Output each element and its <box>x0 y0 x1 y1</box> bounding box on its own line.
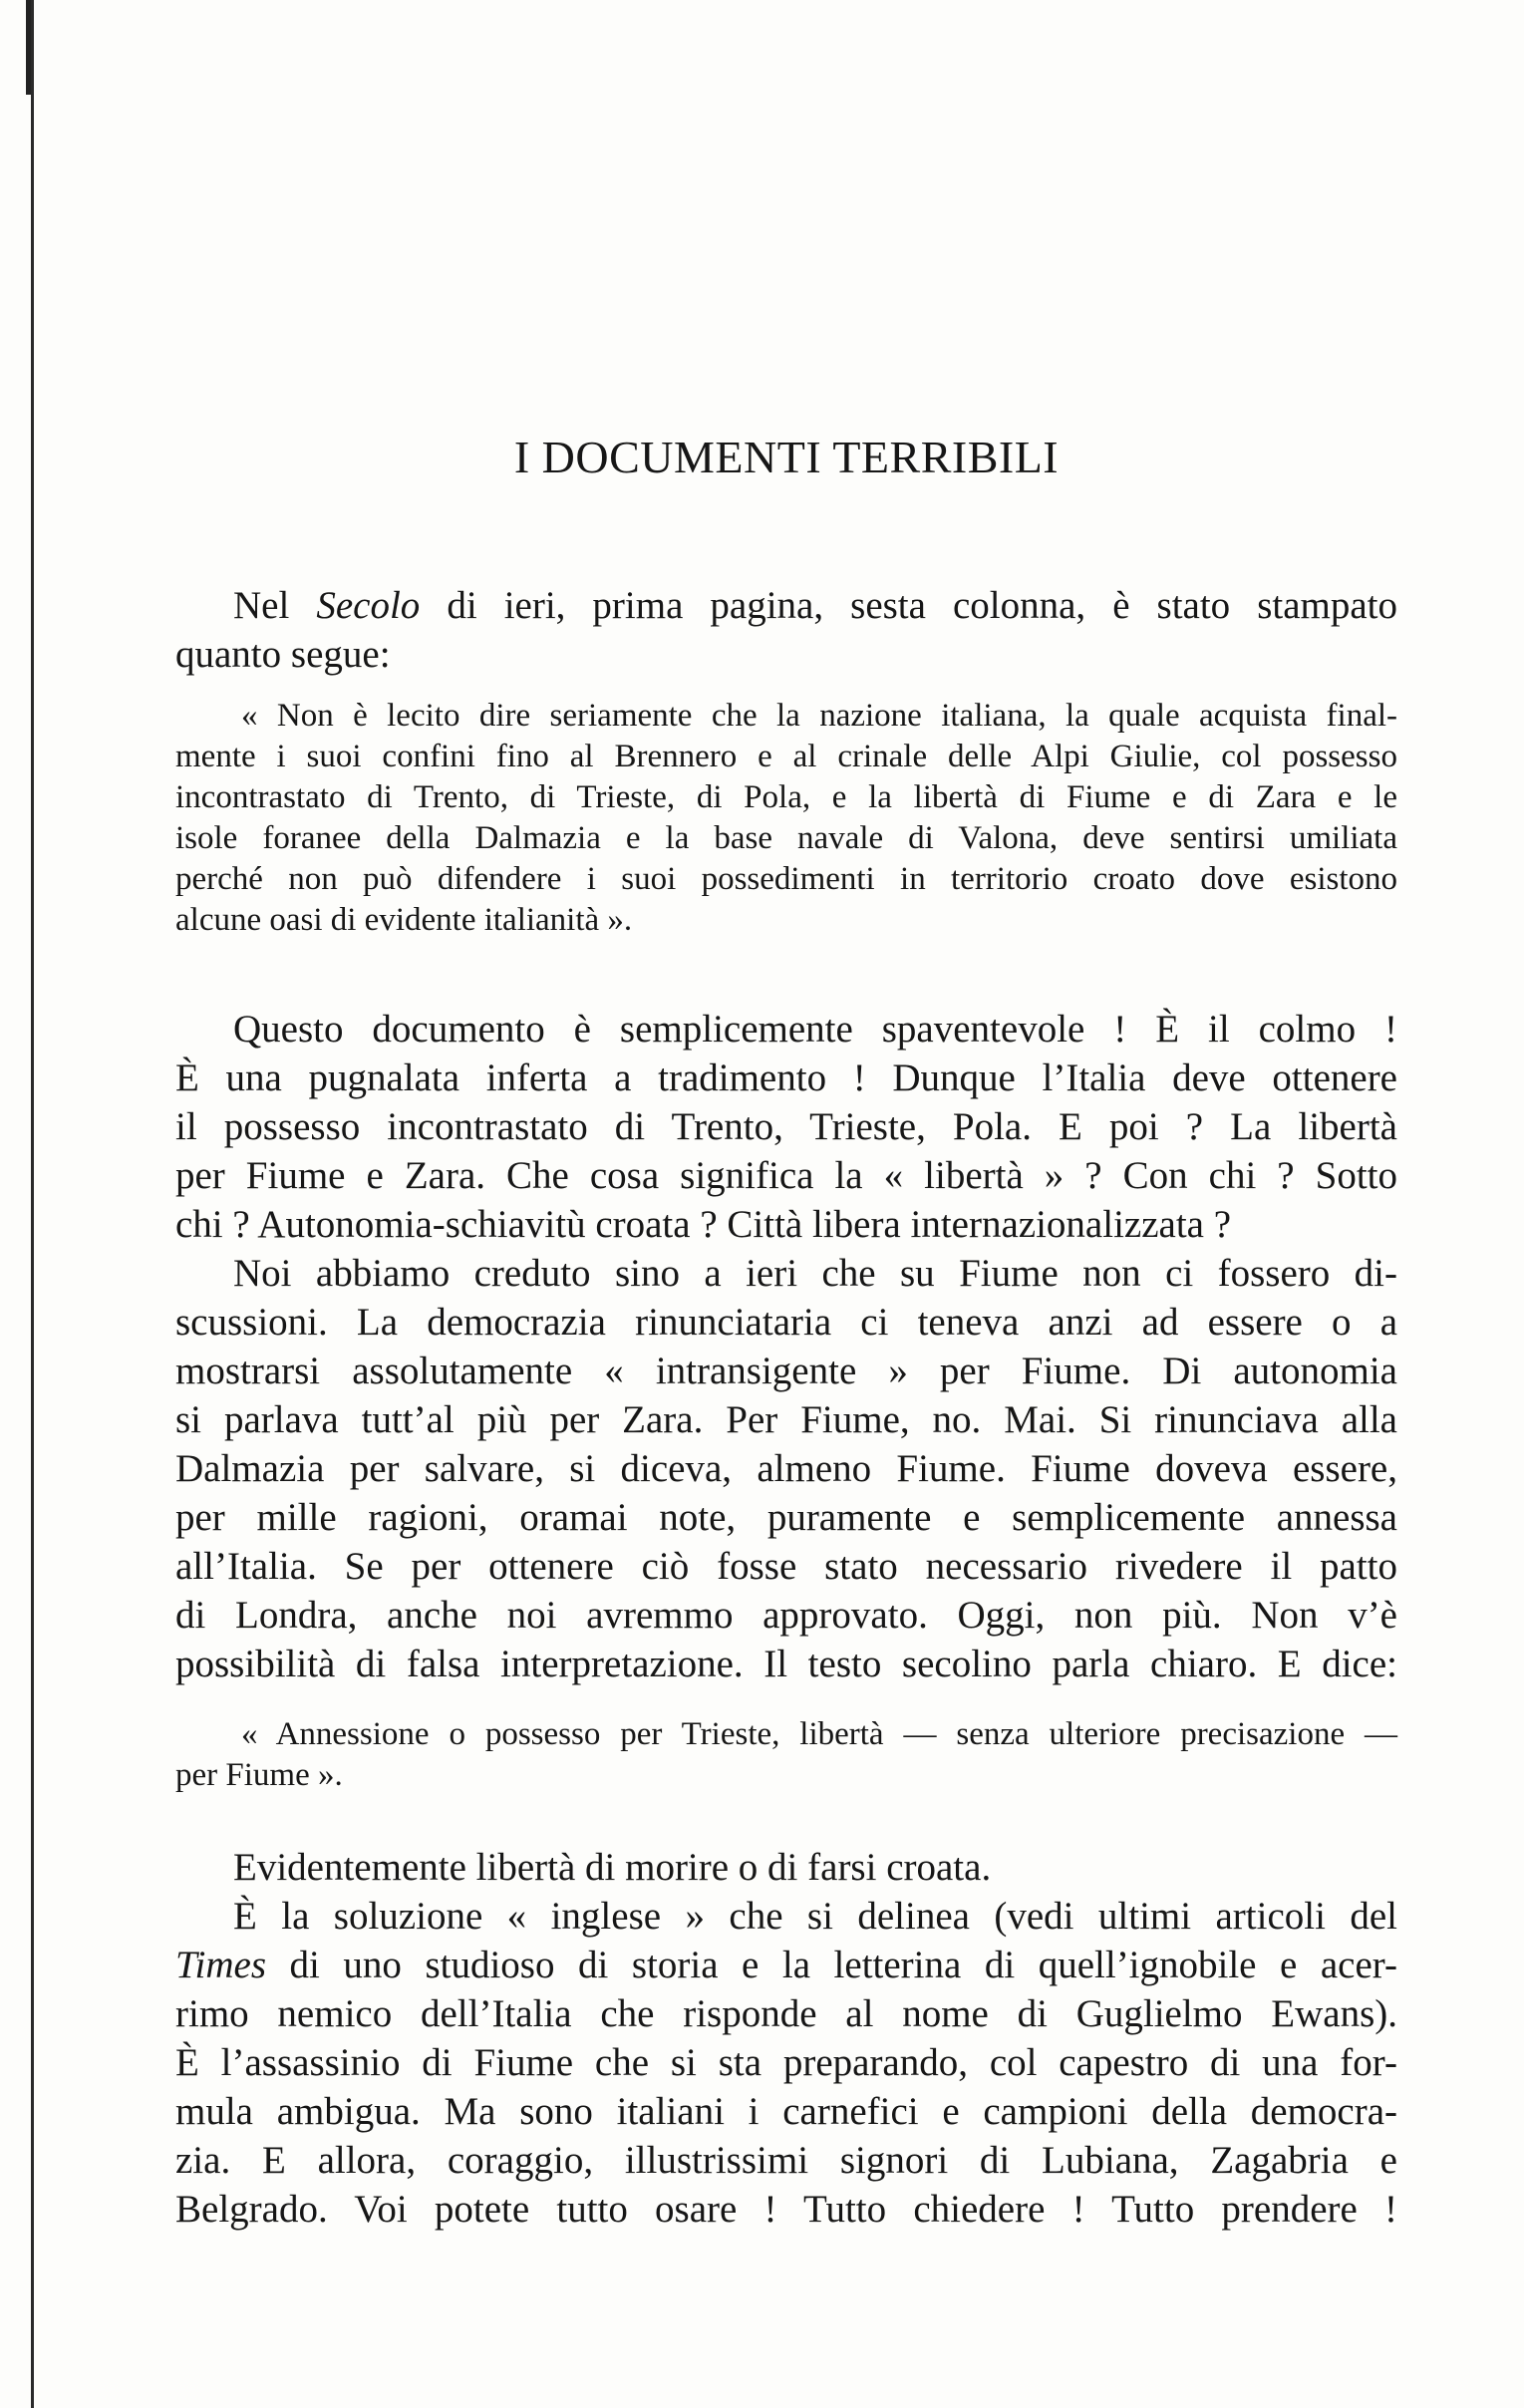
binding-edge-line <box>31 0 34 2408</box>
text-line: È la soluzione « inglese » che si delinea (vedi ultimi articoli del <box>233 1895 1397 1938</box>
text-line <box>175 1941 1397 1989</box>
text-line: per mille ragioni, oramai note, puramente e semplicemente annessa <box>175 1496 1397 1539</box>
text-line <box>175 581 1397 630</box>
text-line: per Fiume e Zara. Che cosa significa la « libertà » ? Con chi ? Sotto <box>175 1154 1397 1197</box>
text-line: all’Italia. Se per ottenere ciò fosse stato necessario rivedere il patto <box>175 1545 1397 1588</box>
text-line: rimo nemico dell’Italia che risponde al nome di Guglielmo Ewans). <box>175 1992 1397 2035</box>
text-line: isole foranee della Dalmazia e la base navale di Valona, deve sentirsi umiliata <box>175 820 1397 856</box>
text-line: Dalmazia per salvare, si diceva, almeno Fiume. Fiume doveva essere, <box>175 1447 1397 1490</box>
text-line: per Fiume ». <box>175 1757 343 1793</box>
text-line: si parlava tutt’al più per Zara. Per Fiume, no. Mai. Si rinunciava alla <box>175 1398 1397 1441</box>
text-line: « Annessione o possesso per Trieste, libertà — senza ulteriore precisazione — <box>241 1716 1397 1752</box>
text-line: È una pugnalata inferta a tradimento ! Dunque l’Italia deve ottenere <box>175 1056 1397 1099</box>
text-line: mente i suoi confini fino al Brennero e al crinale delle Alpi Giulie, col possesso <box>175 739 1397 774</box>
text-line: « Non è lecito dire seriamente che la nazione italiana, la quale acquista final- <box>241 698 1397 734</box>
text-line: mostrarsi assolutamente « intransigente » per Fiume. Di autonomia <box>175 1350 1397 1392</box>
quoted-passage-secolo <box>175 696 1397 941</box>
text-line: alcune oasi di evidente italianità ». <box>175 902 633 938</box>
text-line: quanto segue: <box>175 633 391 676</box>
text-line: possibilità di falsa interpretazione. Il testo secolino parla chiaro. E dice: <box>175 1643 1397 1685</box>
text-line: chi ? Autonomia-schiavitù croata ? Città libera internazionalizzata ? <box>175 1203 1232 1246</box>
text-line: scussioni. La democrazia rinunciataria ci teneva anzi ad essere o a <box>175 1301 1397 1344</box>
intro-paragraph <box>175 581 1397 679</box>
text-line: zia. E allora, coraggio, illustrissimi signori di Lubiana, Zagabria e <box>175 2139 1397 2182</box>
text-line: Evidentemente libertà di morire o di farsi croata. <box>233 1846 992 1889</box>
text-segment: di uno studioso di storia e la letterina di quell’ignobile e acer- <box>266 1944 1397 1986</box>
text-line: Questo documento è semplicemente spaventevole ! È il colmo ! <box>233 1008 1397 1051</box>
paragraph-la-soluzione <box>175 1892 1397 2234</box>
page-title: I DOCUMENTI TERRIBILI <box>513 432 1060 482</box>
text-line: Noi abbiamo creduto sino a ieri che su Fiume non ci fossero di- <box>233 1252 1397 1295</box>
text-line: È l’assassinio di Fiume che si sta preparando, col capestro di una for- <box>175 2041 1397 2084</box>
text-line: perché non può difendere i suoi possedimenti in territorio croato dove esistono <box>175 861 1397 897</box>
text-line: mula ambigua. Ma sono italiani i carnefici e campioni della democra- <box>175 2090 1397 2133</box>
text-line: di Londra, anche noi avremmo approvato. Oggi, non più. Non v’è <box>175 1594 1397 1637</box>
italic-newspaper-title: Secolo <box>316 584 421 627</box>
italic-newspaper-title: Times <box>175 1944 267 1986</box>
text-segment: Nel <box>233 584 317 627</box>
text-line: Belgrado. Voi potete tutto osare ! Tutto chiedere ! Tutto prendere ! <box>175 2188 1397 2231</box>
paragraph-evidentemente <box>175 1843 1397 1892</box>
text-segment: di ieri, prima pagina, sesta colonna, è stato stampato <box>420 584 1398 627</box>
paragraph-questo-documento <box>175 1005 1397 1249</box>
quoted-passage-annessione <box>175 1714 1397 1796</box>
paragraph-noi-abbiamo <box>175 1249 1397 1688</box>
text-line: incontrastato di Trento, di Trieste, di Pola, e la libertà di Fiume e di Zara e le <box>175 779 1397 815</box>
text-line: il possesso incontrastato di Trento, Trieste, Pola. E poi ? La libertà <box>175 1105 1397 1148</box>
